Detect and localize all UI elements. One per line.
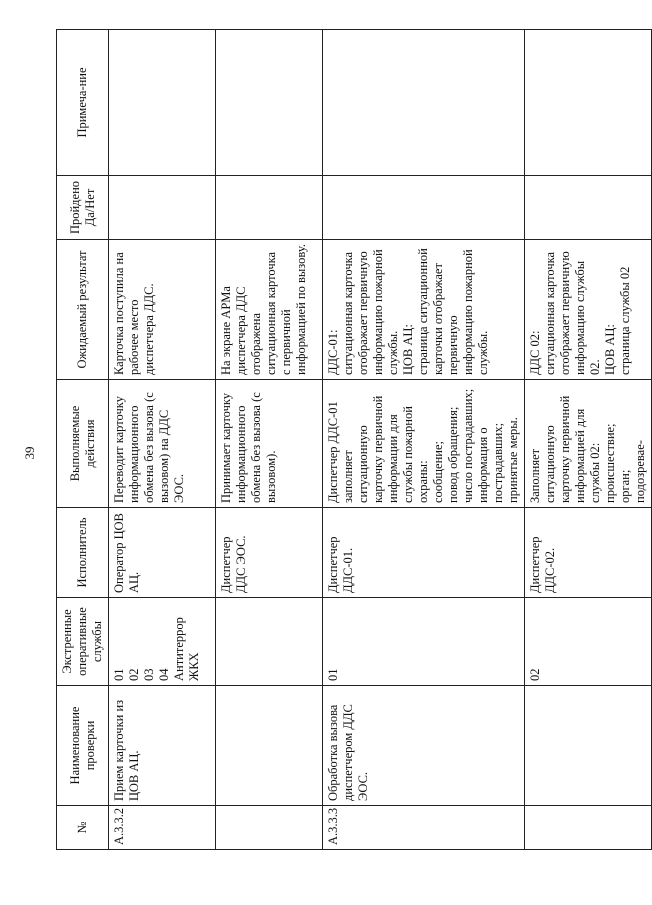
cell-action: Переводит карточку информационного обмена без вызова (с вызовом) на ДДС ЭОС. bbox=[109, 380, 216, 508]
cell-passed bbox=[216, 176, 323, 240]
table-row bbox=[525, 30, 652, 850]
cell-services: 01 02 03 04 Антитеррор ЖКХ bbox=[109, 598, 216, 686]
cell-executor: Оператор ЦОВ АЦ. bbox=[109, 508, 216, 598]
cell-executor: Диспетчер ДДС-02. bbox=[525, 508, 652, 598]
header-note: Примеча-ние bbox=[57, 30, 109, 176]
cell-services bbox=[216, 598, 323, 686]
header-result: Ожидаемый результат bbox=[57, 240, 109, 380]
cell-num bbox=[525, 806, 652, 850]
cell-passed bbox=[525, 176, 652, 240]
table-header-row bbox=[57, 30, 109, 850]
header-num: № bbox=[57, 806, 109, 850]
header-name: Наименование проверки bbox=[57, 686, 109, 806]
cell-note bbox=[216, 30, 323, 176]
header-services: Экстренные оперативные службы bbox=[57, 598, 109, 686]
test-table bbox=[56, 29, 652, 850]
cell-note bbox=[323, 30, 525, 176]
cell-result: На экране АРМа диспетчера ДДС отображена ситуационная карточка с первичной информацией по вызову. bbox=[216, 240, 323, 380]
header-passed: Пройдено Да/Нет bbox=[57, 176, 109, 240]
cell-name bbox=[216, 686, 323, 806]
rotated-table-wrapper bbox=[56, 30, 647, 850]
table-row bbox=[216, 30, 323, 850]
cell-name: Обработка вызова диспетчером ДДС ЭОС. bbox=[323, 686, 525, 806]
table-row bbox=[323, 30, 525, 850]
cell-passed bbox=[323, 176, 525, 240]
cell-note bbox=[109, 30, 216, 176]
cell-result: Карточка поступила на рабочее место диспетчера ДДС. bbox=[109, 240, 216, 380]
rotated-table-container bbox=[56, 30, 647, 850]
cell-services: 01 bbox=[323, 598, 525, 686]
header-executor: Исполнитель bbox=[57, 508, 109, 598]
cell-executor: Диспетчер ДДС-01. bbox=[323, 508, 525, 598]
cell-name bbox=[525, 686, 652, 806]
cell-note bbox=[525, 30, 652, 176]
cell-services: 02 bbox=[525, 598, 652, 686]
table-row bbox=[109, 30, 216, 850]
page-number: 39 bbox=[22, 446, 37, 460]
cell-passed bbox=[109, 176, 216, 240]
cell-action: Диспетчер ДДС-01 заполняет ситуационную карточку первичной информации для службы пожарной охраны: сообщение; повод обращения; число пострадавших; информация о пострадавших; принятые меры. bbox=[323, 380, 525, 508]
header-action: Выполняемые действия bbox=[57, 380, 109, 508]
cell-num bbox=[216, 806, 323, 850]
cell-num: А.3.3.3 bbox=[323, 806, 525, 850]
cell-action: Принимает карточку информационного обмена без вызова (с вызовом). bbox=[216, 380, 323, 508]
cell-result: ДДС 02: ситуационная карточка отображает первичную информацию службы 02. ЦОВ АЦ: страница службы 02 bbox=[525, 240, 652, 380]
cell-result: ДДС-01: ситуационная карточка отображает первичную информацию пожарной службы. ЦОВ АЦ: страница ситуационной карточки отображает первичную информацию пожарной службы. bbox=[323, 240, 525, 380]
cell-num: А.3.3.2 bbox=[109, 806, 216, 850]
cell-name: Прием карточки из ЦОВ АЦ. bbox=[109, 686, 216, 806]
cell-action: Заполняет ситуационную карточку первичной информацией для службы 02: происшествие; орган; подозревае- bbox=[525, 380, 652, 508]
cell-executor: Диспетчер ДДС ЭОС. bbox=[216, 508, 323, 598]
